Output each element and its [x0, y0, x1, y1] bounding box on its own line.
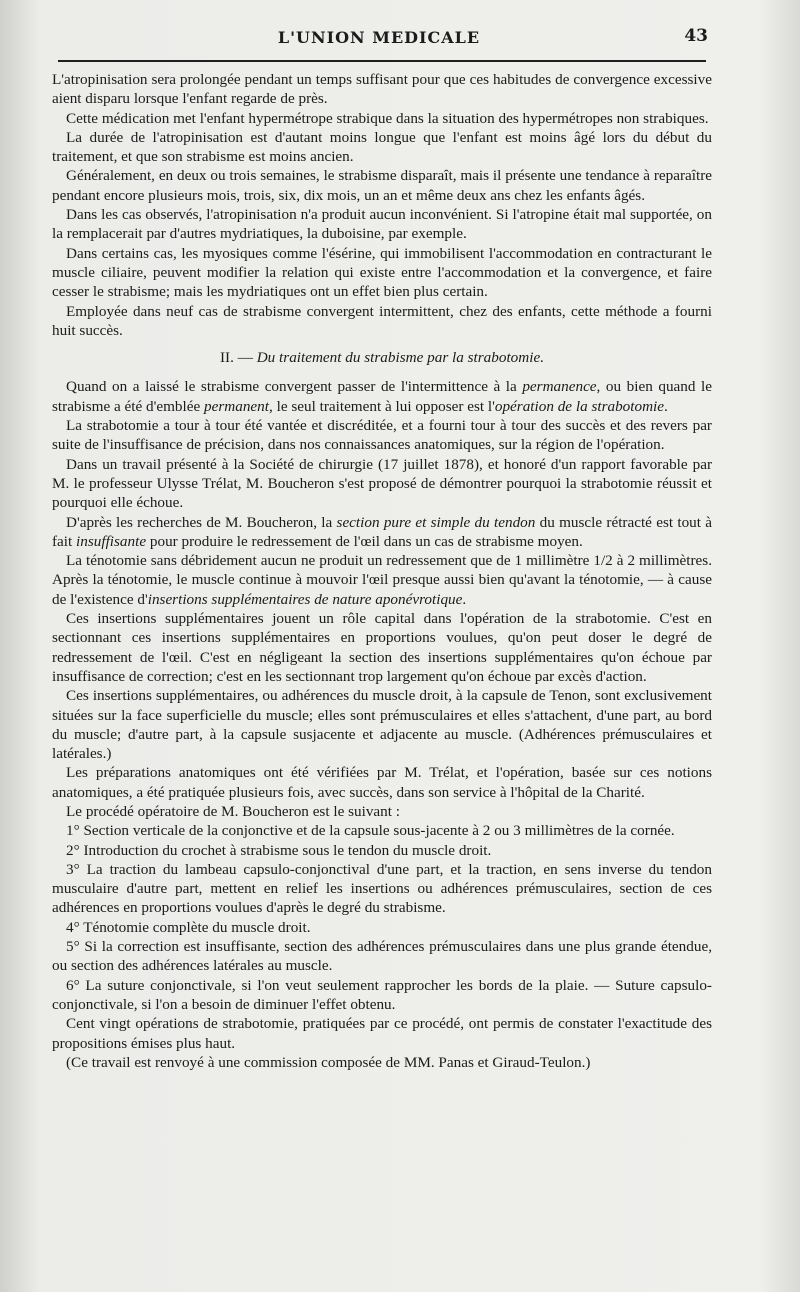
paragraph: Ces insertions supplémentaires, ou adhérences du muscle droit, à la capsule de Tenon, sont exclusivement situées sur la face superficielle du muscle; elles sont prémusculaires et elles s'attachent, d'une part, au bord du muscle; d'autre part, à la capsule susjacente et adjacente au muscle. (Adhérences prémusculaires et latérales.)	[52, 687, 712, 763]
procedure-step: 2° Introduction du crochet à strabisme sous le tendon du muscle droit.	[66, 841, 492, 859]
paragraph: La durée de l'atropinisation est d'autant moins longue que l'enfant est moins âgé lors du début du traitement, et que son strabisme est moins ancien.	[52, 128, 712, 166]
paragraph: Dans certains cas, les myosiques comme l'ésérine, qui immobilisent l'accommodation en contracturant le muscle ciliaire, peuvent modifier la relation qui existe entre l'accommodation et la convergence, et faire cesser le strabisme; mais les mydriatiques ont un effet bien plus certain.	[52, 244, 712, 301]
page-number: 43	[684, 26, 708, 46]
paragraph: (Ce travail est renvoyé à une commission composée de MM. Panas et Giraud-Teulon.)	[66, 1053, 591, 1071]
text-run: du muscle rétracté est tout à fait	[52, 513, 712, 550]
paragraph	[52, 513, 712, 552]
text-run: .	[664, 397, 668, 415]
paragraph: La strabotomie a tour à tour été vantée et discréditée, et a fourni tour à tour des succès et des revers par suite de l'insuffisance de précision, dans nos connaissances anatomiques, sur la région de l'opération.	[52, 417, 712, 454]
paragraph: Dans les cas observés, l'atropinisation n'a produit aucun inconvénient. Si l'atropine était mal supportée, on la remplacerait par d'autres mydriatiques, la duboisine, par exemple.	[52, 206, 712, 243]
section-number: II. —	[220, 349, 253, 367]
paragraph: L'atropinisation sera prolongée pendant un temps suffisant pour que ces habitudes de convergence excessive aient disparu lorsque l'enfant regarde de près.	[52, 71, 712, 108]
italic-run: insertions supplémentaires de nature aponévrotique	[147, 590, 463, 608]
text-run: , ou bien quand le strabisme a été d'emblée	[52, 378, 712, 415]
journal-title: L'UNION MEDICALE	[277, 28, 481, 47]
paragraph: Généralement, en deux ou trois semaines, le strabisme disparaît, mais il présente une tendance à reparaître pendant encore plusieurs mois, trois, six, dix mois, un an et même deux ans chez les enfants âgés.	[52, 167, 712, 204]
paragraph: Employée dans neuf cas de strabisme convergent intermittent, chez des enfants, cette méthode a fourni huit succès.	[52, 302, 712, 339]
paragraph: Ces insertions supplémentaires jouent un rôle capital dans l'opération de la strabotomie. C'est en sectionnant ces insertions supplémentaires en proportions voulues, qu'on peut doser le degré de redressement de l'œil. C'est en négligeant la section des insertions supplémentaires qu'on échoue par insuffisance de correction; c'est en les sectionnant trop largement qu'on échoue par excès d'action.	[52, 610, 712, 685]
paragraph: Cette médication met l'enfant hypermétrope strabique dans la situation des hypermétropes non strabiques.	[66, 109, 709, 127]
procedure-step: 1° Section verticale de la conjonctive et de la capsule sous-jacente à 2 ou 3 millimètres de la cornée.	[66, 822, 675, 840]
section-title: Du traitement du strabisme par la strabotomie.	[256, 349, 544, 367]
text-run: La ténotomie sans débridement aucun ne produit un redressement que de 1 millimètre 1/2 à 2 millimètres. Après la ténotomie, le muscle continue à mouvoir l'œil presque aussi bien qu'avant la ténotomie, — à cause de l'existence d'	[52, 552, 712, 608]
procedure-step: 4° Ténotomie complète du muscle droit.	[66, 918, 311, 936]
text-run: pour produire le redressement de l'œil dans un cas de strabisme moyen.	[146, 532, 583, 550]
paragraph	[52, 551, 712, 609]
running-header	[52, 26, 706, 50]
procedure-step: 3° La traction du lambeau capsulo-conjonctival d'une part, et la traction, en sens inverse du tendon musculaire d'autre part, mettent en relief les insertions ou adhérences prémusculaires, section de ces adhérences en proportions voulues d'après le degré du strabisme.	[52, 860, 712, 917]
italic-run: opération de la strabotomie	[494, 397, 665, 415]
italic-run: permanence	[522, 378, 597, 396]
text-run: , le seul traitement à lui opposer est l'	[269, 397, 495, 415]
text-run: Quand on a laissé le strabisme convergent passer de l'intermittence à la	[66, 378, 523, 396]
paragraph: Cent vingt opérations de strabotomie, pratiquées par ce procédé, ont permis de constater l'exactitude des propositions émises plus haut.	[52, 1015, 712, 1052]
paragraph	[52, 377, 712, 416]
article-body	[52, 70, 712, 1072]
paragraph: Dans un travail présenté à la Société de chirurgie (17 juillet 1878), et honoré d'un rapport favorable par M. le professeur Ulysse Trélat, M. Boucheron s'est proposé de démontrer pourquoi la strabotomie réussit et pourquoi elle échoue.	[52, 455, 712, 512]
text-run: .	[462, 590, 467, 608]
text-run: D'après les recherches de M. Boucheron, la	[66, 513, 337, 531]
italic-run: permanent	[204, 397, 269, 415]
procedure-step: 6° La suture conjonctivale, si l'on veut seulement rapprocher les bords de la plaie. — Suture capsulo-conjonctivale, si l'on a besoin de diminuer l'effet obtenu.	[52, 976, 712, 1013]
paragraph: Le procédé opératoire de M. Boucheron est le suivant :	[66, 802, 401, 820]
procedure-step: 5° Si la correction est insuffisante, section des adhérences prémusculaires dans une plus grande étendue, ou section des adhérences latérales au muscle.	[52, 938, 712, 975]
header-rule	[58, 60, 706, 62]
paragraph: Les préparations anatomiques ont été vérifiées par M. Trélat, et l'opération, basée sur ces notions anatomiques, a été pratiquée plusieurs fois, avec succès, dans son service à l'hôpital de la Charité.	[52, 764, 712, 801]
section-heading	[52, 348, 712, 367]
italic-run: insuffisante	[76, 532, 147, 550]
italic-run: section pure et simple du tendon	[336, 513, 536, 531]
